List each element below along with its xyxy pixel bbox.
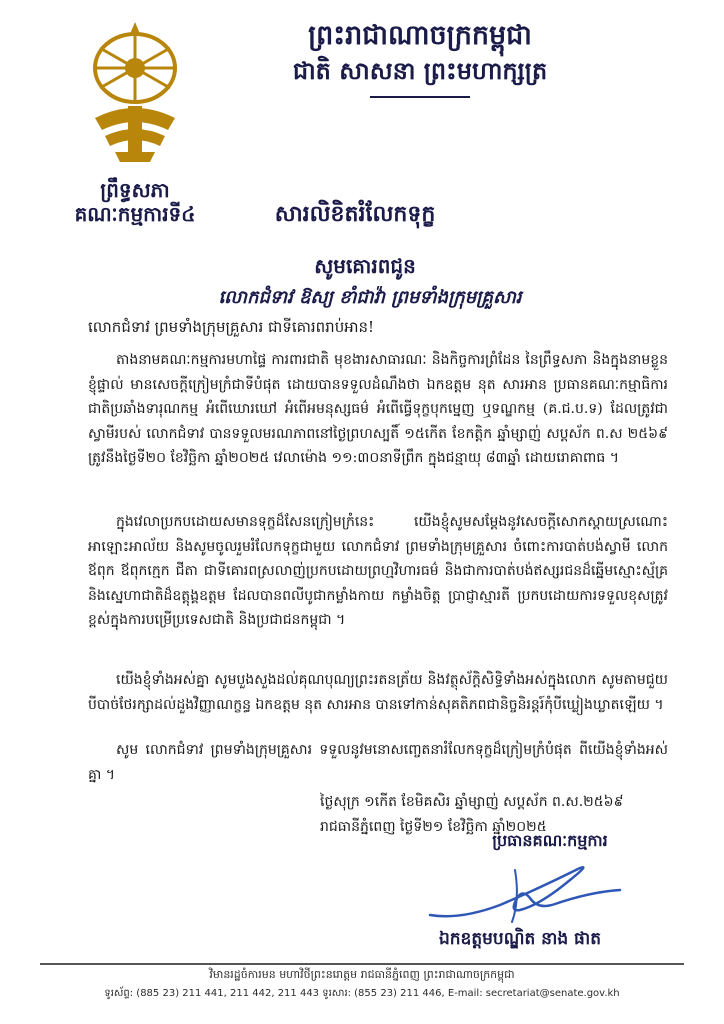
footer-divider — [40, 963, 684, 965]
recipient-line: លោកជំទាវ ឱស្យ ខាំជាវ៉ា ព្រមទាំងក្រុមគ្រួសារ — [218, 287, 522, 308]
document-title: សារលិខិតរំលែកទុក្ខ — [274, 201, 436, 227]
signatory-position: ប្រធានគណៈកម្មការ — [492, 831, 608, 850]
kingdom-heading: ព្រះរាជាណាចក្រកម្ពុជា — [308, 20, 532, 51]
issuer-institution: ព្រឹទ្ធសភា — [100, 178, 170, 202]
paragraph-text: ក្នុងវេលាប្រកបដោយសមានទុក្ខដ៏សែនក្រៀមក្រំនេះ យើងខ្ញុំសូមសម្តែងនូវសេចក្តីសោកស្តាយស្រណោះអាឡោះអាល័យ និងសូមចូលរួមរំលែកទុក្ខជាមួយ លោកជំទាវ ព្រមទាំងក្រុមគ្រួសារ ចំពោះការបាត់បង់ស្វាមី លោកឪពុក ឪពុកក្មេក ជីតា ជាទីគោរពស្រលាញ់ប្រកបដោយព្រហ្មវិហារធម៌ និងជាការបាត់បង់ឥស្សរជនដ៏ឆ្នើមស្មោះស្ម័គ្រ និងស្នេហាជាតិដ៏ឧត្តុង្គឧត្តម ដែលបានពលីបូជាកម្លាំងកាយ កម្លាំងចិត្ត ប្រាជ្ញាស្មារតី ប្រកបដោយការទទួលខុសត្រូវខ្ពស់ក្នុងការបម្រើប្រទេសជាតិ និងប្រជាជនកម្ពុជា ។ — [88, 514, 668, 628]
issuer-committee: គណៈកម្មការទី៤ — [74, 202, 196, 226]
issuer-block — [70, 178, 200, 226]
body-paragraph-4 — [88, 738, 668, 787]
paragraph-text: តាងនាមគណៈកម្មការមហាផ្ទៃ ការពារជាតិ មុខងារសាធារណៈ និងកិច្ចការព្រំដែន នៃព្រឹទ្ធសភា និងក្នុងនាមខ្លួនខ្ញុំផ្ទាល់ មានសេចក្តីក្រៀមក្រំជាទីបំផុត ដោយបានទទួលដំណឹងថា ឯកឧត្តម នុត សារអាន ប្រធានគណៈកម្មាធិការជាតិប្រឆាំងទារុណកម្ម អំពើឃោរឃៅ អំពើអមនុស្សធម៌ អំពើធ្វើទុក្ខបុកម្នេញ ឬទណ្ឌកម្ម (គ.ជ.ប.ទ) ដែលត្រូវជាស្វាមីរបស់ លោកជំទាវ បានទទួលមរណភាពនៅថ្ងៃព្រហស្បតិ៍ ១៥កើត ខែកត្តិក ឆ្នាំម្សាញ់ សប្តស័ក ព.ស ២៥៦៩ ត្រូវនឹងថ្ងៃទី២០ ខែវិច្ឆិកា ឆ្នាំ២០២៥ វេលាម៉ោង ១១:៣០នាទីព្រឹក ក្នុងជន្មាយុ ៨៣ឆ្នាំ ដោយរោគាពាធ ។ — [88, 352, 668, 466]
paragraph-text: សូម លោកជំទាវ ព្រមទាំងក្រុមគ្រួសារ ទទួលនូវមនោសញ្ចេតនារំលែកទុក្ខដ៏ក្រៀមក្រំបំផុត ពីយើងខ្ញុំទាំងអស់គ្នា ។ — [88, 742, 668, 783]
footer-contact: ទូរស័ព្ទ: (885 23) 211 441, 211 442, 211 443 ទូរសារ: (855 23) 211 446, E-mail: secretariat@senate.gov.kh — [104, 988, 620, 999]
national-motto: ជាតិ សាសនា ព្រះមហាក្សត្រ — [292, 56, 548, 85]
body-paragraph-3 — [88, 668, 668, 717]
signature-icon — [420, 860, 630, 930]
senate-emblem-icon — [60, 18, 210, 168]
dateline-lunar: ថ្ងៃសុក្រ ១កើត ខែមិគសិរ ឆ្នាំម្សាញ់ សប្តស័ក ព.ស.២៥៦៩ — [320, 794, 624, 810]
header-divider — [370, 96, 470, 98]
signatory-name: ឯកឧត្តមបណ្ឌិត នាង ផាត — [438, 929, 602, 949]
body-paragraph-1 — [88, 348, 668, 471]
footer-address: វិមានរដ្ឋចំការមន មហាវិថីព្រះនរោត្តម រាជធានីភ្នំពេញ ព្រះរាជាណាចក្រកម្ពុជា — [209, 968, 515, 981]
dateline-solar: រាជធានីភ្នំពេញ ថ្ងៃទី២១ ខែវិច្ឆិកា ឆ្នាំ២០២៥ — [320, 819, 547, 836]
paragraph-text: យើងខ្ញុំទាំងអស់គ្នា សូមបួងសួងដល់គុណបុណ្យព្រះរតនត្រ័យ និងវត្ថុស័ក្តិសិទ្ធិទាំងអស់ក្នុងលោក សូមតាមជួយបីបាច់ថែរក្សាដល់ដួងវិញ្ញាណក្ខន្ធ ឯកឧត្តម នុត សារអាន បានទៅកាន់សុគតិភពជានិច្ចនិរន្តរ៍កុំបីឃ្លៀងឃ្លាតឡើយ ។ — [88, 672, 668, 713]
greeting-line: សូមគោរពជូន — [314, 254, 416, 278]
salutation-line: លោកជំទាវ ព្រមទាំងក្រុមគ្រួសារ ជាទីគោរពរាប់អាន! — [88, 318, 375, 336]
body-paragraph-2 — [88, 510, 668, 633]
